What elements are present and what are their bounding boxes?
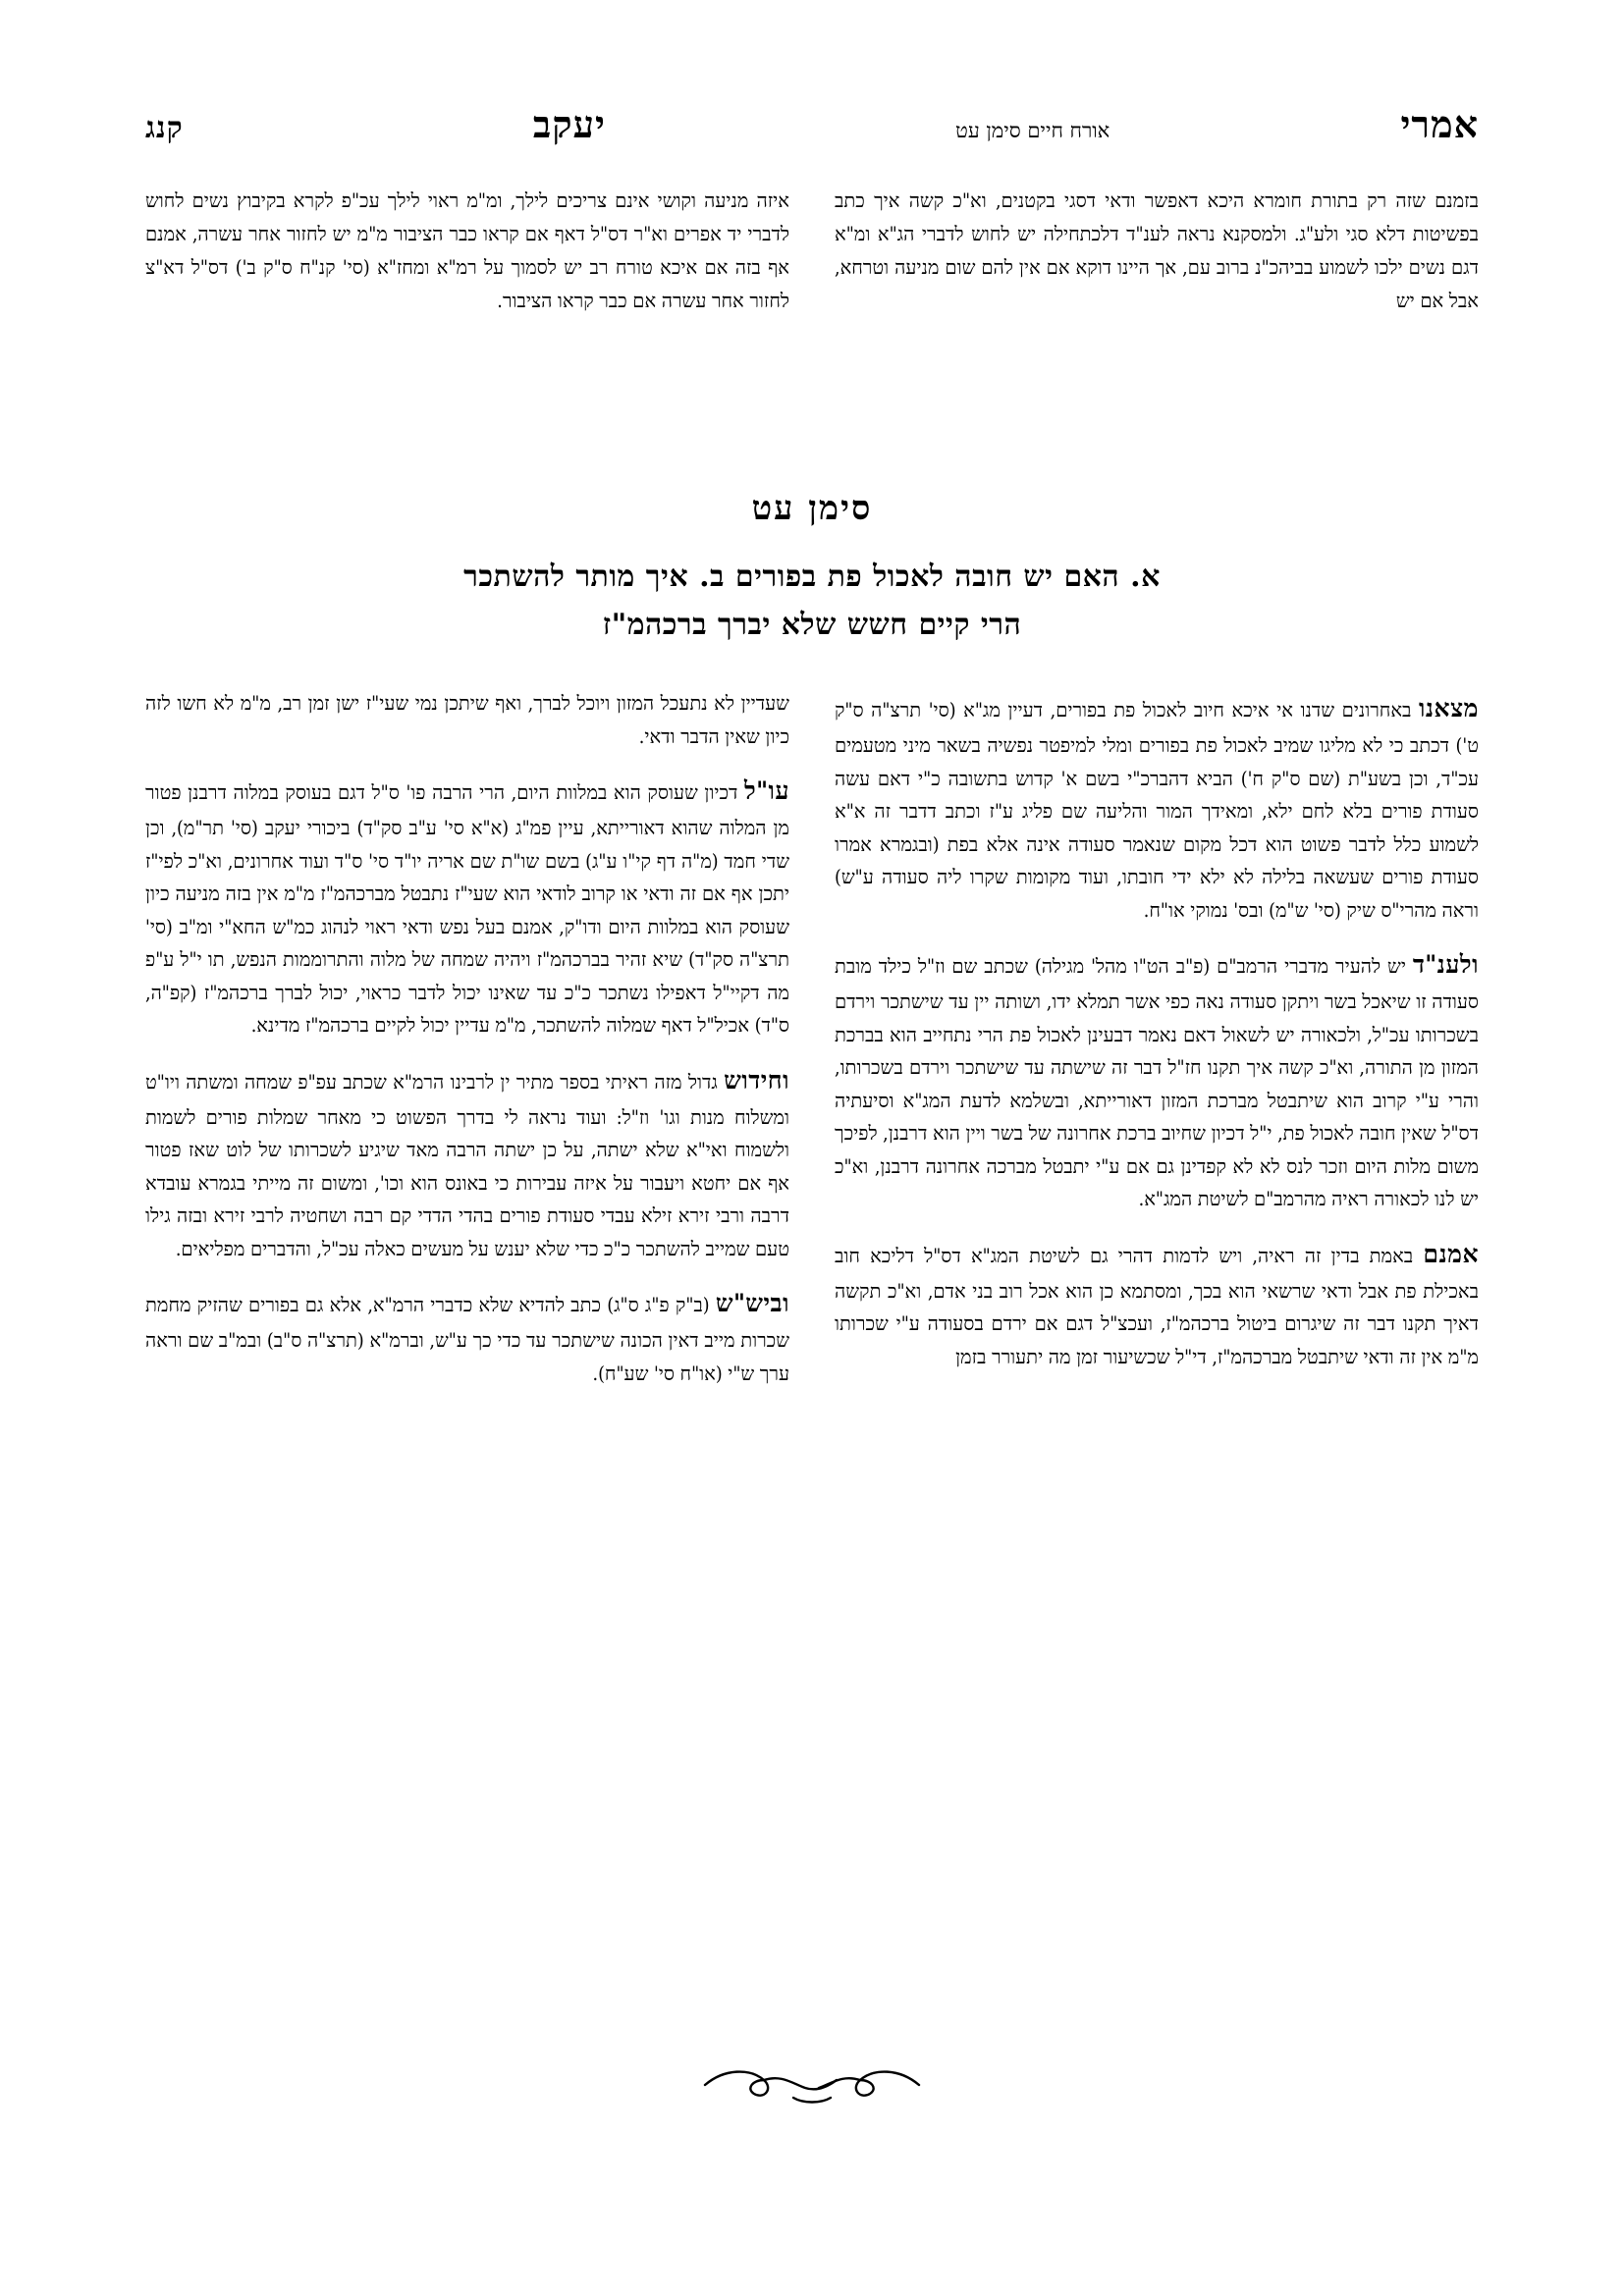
paragraph-text: דכיון שעוסק הוא במלוות היום, הרי הרבה פו' ס"ל דגם בעוסק במלוה דרבנן פטור מן המלוה שהוא דאורייתא, עיין פמ"ג (א"א סי' ע"ב סק"ד) ביכורי יעקב (סי' תר"מ), וכן שדי חמד (מ"ה דף קי"ו ע"ג) בשם שו"ת שם אריה יו"ד סי' ס"ד ועוד אחרונים, וא"כ לפי"ז יתכן אף אם זה ודאי או קרוב לודאי הוא שעי"ז נתבטל מברכהמ"ז מ"מ אין בזה מניעה כיון שעוסק הוא במלוות היום ודו"ק, אמנם בעל נפש ודאי ראוי לנהוג כמ"ש החא"י ומ"ב (סי' תרצ"ה סק"ד) שיא זהיר בברכהמ"ז ויהיה שמחה של מלוה והתרוממות הנפש, תו י"ל ע"פ מה דקיי"ל דאפילו נשתכר כ"כ עד שאינו יכול לדבר כראוי, יכול לברך ברכהמ"ז (קפ"ה, ס"ד) אכיל"ל דאף שמלוה להשתכר, מ"מ עדיין יכול לקיים ברכהמ"ז מדינא. xyxy=(145,781,789,1038)
top-block-right-column xyxy=(835,185,1479,318)
siman-heading xyxy=(145,489,1479,649)
paragraph xyxy=(145,1282,789,1390)
paragraph xyxy=(835,1233,1479,1374)
paragraph xyxy=(145,770,789,1042)
paragraph xyxy=(835,943,1479,1216)
running-head-book-left: יעקב xyxy=(532,102,606,146)
top-block-left-column xyxy=(145,185,789,318)
siman-title xyxy=(145,554,1479,649)
paragraph-opener: וחידוש xyxy=(724,1065,789,1095)
paragraph xyxy=(835,687,1479,927)
paragraph-opener: וביש"ש xyxy=(715,1289,789,1318)
paragraph-text: באמת בדין זה ראיה, ויש לדמות דהרי גם לשיטת המג"א דס"ל דליכא חוב באכילת פת אבל ודאי שרשאי הוא בכך, ומסתמא כן הוא אכל רוב בני אדם, וא"כ תקשה דאיך תקנו דבר זה שיגרום ביטול ברכהמ"ז, ועכצ"ל דגם אם ירדם בסעודה ע"י שכרותו מ"מ אין זה ודאי שיתבטל מברכהמ"ז, די"ל שכשיעור זמן מה יתעורר בזמן xyxy=(835,1244,1479,1368)
paragraph-opener: אמנם xyxy=(1423,1239,1479,1268)
paragraph-text: באחרונים שדנו אי איכא חיוב לאכול פת בפורים, דעיין מג"א (סי' תרצ"ה ס"ק ט') דכתב כי לא מליגו שמיב לאכול פת בפורים ומלי למיפטר נפשיה בשאר מיני מטעמים עכ"ד, וכן בשע"ת (שם ס"ק ח') הביא דהברכ"י בשם א' קדוש בתשובה כ"י דאם עשה סעודת פורים בלא לחם ילא, ומאידך המור והליעה שם פליג ע"ז וכתב דדבר זה א"א לשמוע כלל לדבר פשוט הוא דכל מקום שנאמר סעודה אינה אלא בפת (ובגמרא אמרו סעודת פורים שעשאה בלילה לא ילא ידי חובתו, ועוד מקומות שקרו ליה סעודה ע"ש) וראה מהרי"ס שיק (סי' ש"מ) ובס' נמוקי או"ח. xyxy=(835,699,1479,922)
paragraph-text: יש להעיר מדברי הרמב"ם (פ"ב הט"ו מהל' מגילה) שכתב שם וז"ל כילד מובת סעודה זו שיאכל בשר ויתקן סעודה נאה כפי אשר תמלא ידו, ושותה יין עד שישתכר וירדם בשכרותו עכ"ל, ולכאורה יש לשאול דאם נאמר דבעינן לאכול פת הרי נתחייב הוא בברכת המזון מן התורה, וא"כ קשה איך תקנו חז"ל דבר זה שישתה עד שישתכר וירדם בשכרותו, והרי ע"י קרוב הוא שיתבטל מברכת המזון דאורייתא, ובשלמא לדעת המג"א וסיעתיה דס"ל שאין חובה לאכול פת, י"ל דכיון שחיוב ברכת אחרונה של בשר ויין הוא דרבנן, לפיכך משום מלות היום וזכר לנס לא לא קפדינן גם אם ע"י יתבטל מברכה אחרונה דרבנן, וא"כ יש לנו לכאורה ראיה מהרמב"ם לשיטת המג"א. xyxy=(835,955,1479,1211)
paragraph: איזה מניעה וקושי אינם צריכים לילך, ומ"מ ראוי לילך עכ"פ לקרא בקיבוץ נשים לחוש לדברי יד אפרים וא"ר דס"ל דאף אם קראו כבר הציבור מ"מ יש לחזור אחר עשרה, אמנם אף בזה אם איכא טורח רב יש לסמוך על רמ"א ומחז"א (סי' קנ"ח ס"ק ב') דס"ל דא"צ לחזור אחר עשרה אם כבר קראו הציבור. xyxy=(145,189,789,312)
paragraph-text: גדול מזה ראיתי בספר מתיר ין לרבינו הרמ"א שכתב עפ"פ שמחה ומשתה ויו"ט ומשלוח מנות וגו' וז"ל: ועוד נראה לי בדרך הפשוט כי מאחר שמלות פורים לשמות ולשמוח ואי"א שלא ישתה, על כן ישתה הרבה מאד שיגיע לשכרותו של לוט שאז פטור אף אם יחטא ויעבור על איזה עבירות כי באונס הוא וכו', ומשום זה מייתי בגמרא עובדא דרבה ורבי זירא זילא עבדי סעודת פורים בהדי הדדי קם רבה ושחטיה לרבי זירא ובזה גילו טעם שמייב להשתכר כ"כ כדי שלא יענש על מעשים כאלה עכ"ל, והדברים מפליאים. xyxy=(145,1070,789,1260)
paragraph-opener: ולענ"ד xyxy=(1412,950,1479,980)
top-continuation-block xyxy=(145,185,1479,318)
paragraph-opener: מצאנו xyxy=(1419,694,1479,722)
paragraph xyxy=(145,1059,789,1266)
body-right-column xyxy=(835,687,1479,2021)
paragraph-opener: עו"ל xyxy=(744,776,789,806)
paragraph xyxy=(145,687,789,753)
main-body xyxy=(145,687,1479,2021)
paragraph-text: (ב"ק פ"ג ס"ג) כתב להדיא שלא כדברי הרמ"א, אלא גם בפורים שהזיק מחמת שכרות מייב דאין הכונה שישתכר עד כדי כך ע"ש, וברמ"א (תרצ"ה ס"ב) ובמ"ב שם וראה ערך ש"י (או"ח סי' שע"ח). xyxy=(145,1294,789,1385)
paragraph: בזמנם שזה רק בתורת חומרא היכא דאפשר ודאי דסגי בקטנים, וא"כ קשה איך כתב בפשיטות דלא סגי ולע"ג. ולמסקנא נראה לענ"ד דלכתחילה יש לחוש לדברי הג"א ומ"א דגם נשים ילכו לשמוע בביהכ"נ ברוב עם, אך היינו דוקא אם אין להם שום מניעה וטרחא, אבל אם יש xyxy=(835,189,1479,312)
tail-ornament xyxy=(0,2062,1624,2121)
flourish-icon xyxy=(699,2062,925,2108)
running-head-book-right: אמרי xyxy=(1400,102,1479,146)
body-left-column xyxy=(145,687,789,2021)
siman-number: סימן עט xyxy=(751,489,873,528)
siman-title-line-2: הרי קיים חשש שלא יברך ברכהמ"ז xyxy=(602,607,1022,642)
folio-number: קנג xyxy=(145,111,184,145)
running-head-section-ref: אורח חיים סימן עט xyxy=(955,119,1110,142)
paragraph-text: שעדיין לא נתעכל המזון ויוכל לברך, ואף שיתכן נמי שעי"ז ישן זמן רב, מ"מ לא חשו לזה כיון שאין הדבר ודאי. xyxy=(145,692,789,748)
running-head xyxy=(145,102,1479,165)
siman-title-line-1: א. האם יש חובה לאכול פת בפורים ב. איך מותר להשתכר xyxy=(463,560,1161,594)
